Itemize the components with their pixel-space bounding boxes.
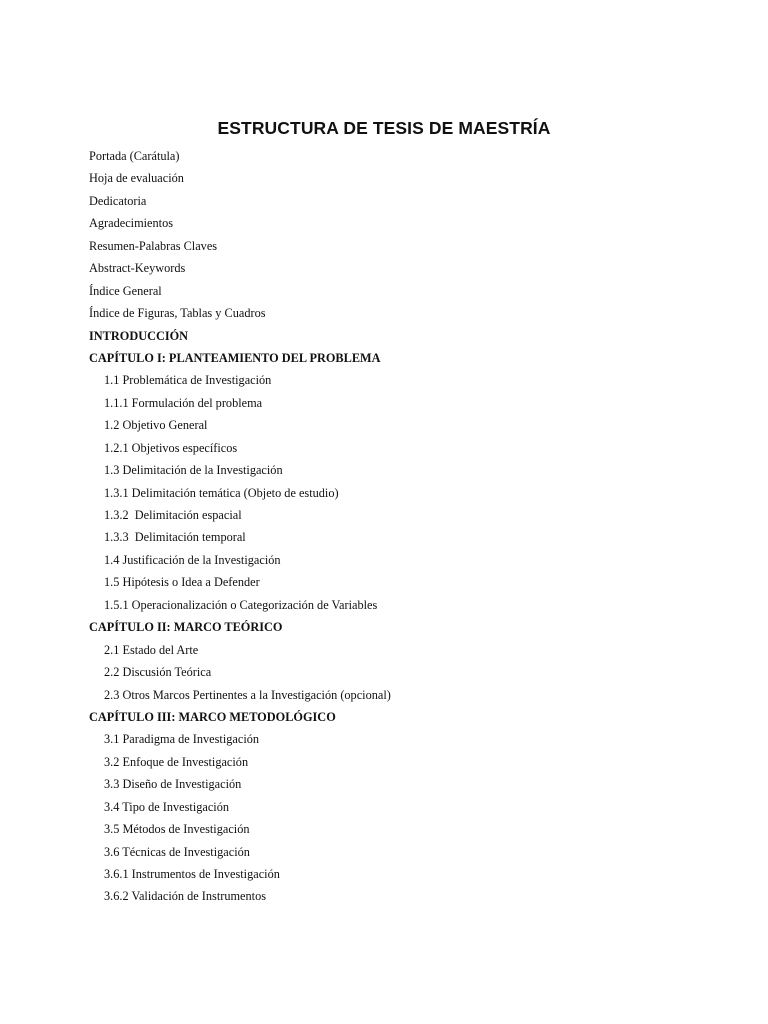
section-item: 3.1 Paradigma de Investigación: [104, 732, 260, 747]
section-item: 3.2 Enfoque de Investigación: [104, 754, 249, 769]
section-item: 3.6 Técnicas de Investigación: [104, 844, 250, 859]
section-item: 1.3 Delimitación de la Investigación: [104, 463, 283, 478]
section-item: 2.1 Estado del Arte: [104, 642, 199, 657]
front-matter-item: Índice de Figuras, Tablas y Cuadros: [89, 306, 266, 321]
chapter-heading: CAPÍTULO II: MARCO TEÓRICO: [89, 620, 283, 635]
section-item: 3.4 Tipo de Investigación: [104, 799, 230, 814]
front-matter-item: Dedicatoria: [89, 193, 147, 208]
section-item: 1.4 Justificación de la Investigación: [104, 552, 281, 567]
front-matter-item: Portada (Carátula): [89, 149, 180, 163]
section-item: 3.3 Diseño de Investigación: [104, 777, 242, 792]
section-item: 1.3.2 Delimitación espacial: [104, 508, 242, 522]
section-item: 3.6.1 Instrumentos de Investigación: [104, 867, 280, 881]
structure-list: [89, 145, 729, 908]
front-matter-item: Hoja de evaluación: [89, 171, 184, 186]
chapter-heading: INTRODUCCIÓN: [89, 328, 189, 343]
section-item: 1.1 Problemática de Investigación: [104, 373, 272, 388]
section-item: 3.6.2 Validación de Instrumentos: [104, 889, 266, 904]
section-item: 1.3.3 Delimitación temporal: [104, 530, 246, 545]
chapter-heading: CAPÍTULO III: MARCO METODOLÓGICO: [89, 709, 336, 724]
front-matter-item: Índice General: [89, 283, 162, 298]
section-item: 3.5 Métodos de Investigación: [104, 822, 250, 837]
section-item: 2.3 Otros Marcos Pertinentes a la Investigación (opcional): [104, 687, 391, 702]
chapter-heading: CAPÍTULO I: PLANTEAMIENTO DEL PROBLEMA: [89, 350, 381, 365]
section-item: 1.5.1 Operacionalización o Categorización de Variables: [104, 597, 378, 612]
document-title: ESTRUCTURA DE TESIS DE MAESTRÍA: [217, 118, 551, 138]
section-item: 1.2.1 Objetivos específicos: [104, 440, 238, 455]
section-item: 1.5 Hipótesis o Idea a Defender: [104, 575, 260, 590]
front-matter-item: Resumen-Palabras Claves: [89, 238, 218, 253]
section-item: 1.1.1 Formulación del problema: [104, 395, 263, 410]
front-matter-item: Agradecimientos: [89, 216, 174, 231]
section-item: 1.3.1 Delimitación temática (Objeto de estudio): [104, 485, 339, 500]
front-matter-item: Abstract-Keywords: [89, 261, 186, 276]
section-item: 2.2 Discusión Teórica: [104, 665, 212, 680]
section-item: 1.2 Objetivo General: [104, 418, 208, 433]
